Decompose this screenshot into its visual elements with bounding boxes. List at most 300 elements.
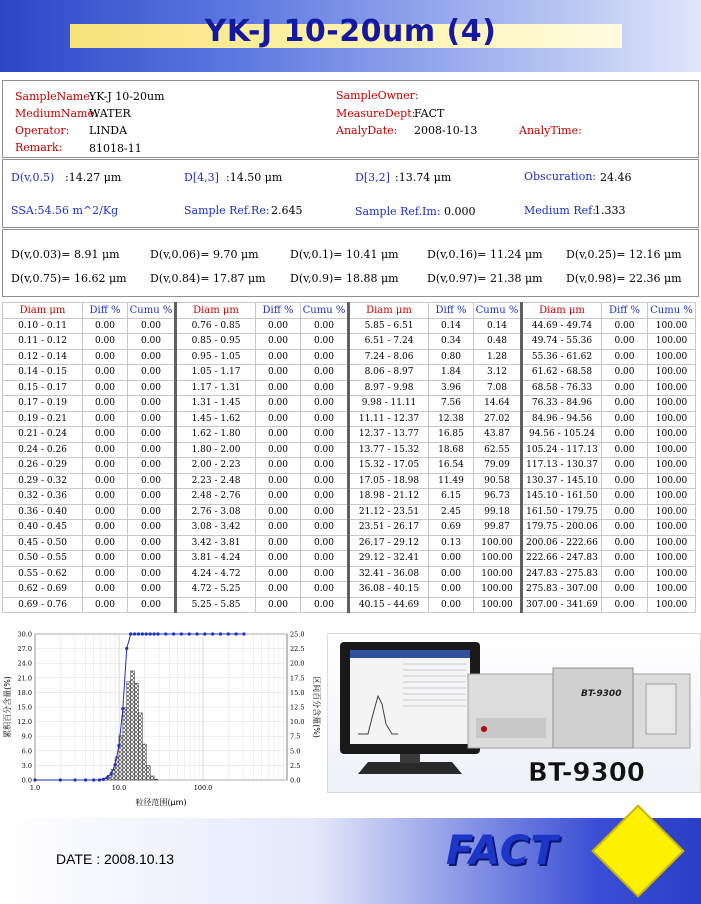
cumu-cell: 0.00 bbox=[301, 489, 349, 505]
cumu-cell: 0.00 bbox=[128, 411, 176, 427]
diff-cell: 0.00 bbox=[83, 458, 128, 474]
table-row bbox=[3, 458, 696, 474]
dvalue-d97: D(v,0.97)= 21.38 μm bbox=[427, 272, 543, 285]
header-cumu: Cumu % bbox=[301, 303, 349, 319]
header-diff: Diff % bbox=[429, 303, 474, 319]
table-row bbox=[3, 582, 696, 598]
diam-cell: 1.45 - 1.62 bbox=[176, 411, 256, 427]
diam-cell: 105.24 - 117.13 bbox=[522, 442, 602, 458]
diff-cell: 0.00 bbox=[256, 566, 301, 582]
cumu-cell: 0.00 bbox=[128, 597, 176, 613]
cumu-cell: 100.00 bbox=[648, 334, 696, 350]
diff-cell: 0.00 bbox=[83, 504, 128, 520]
cumulative-point bbox=[145, 632, 148, 635]
table-row bbox=[3, 597, 696, 613]
diam-cell: 8.06 - 8.97 bbox=[349, 365, 429, 381]
cumu-cell: 100.00 bbox=[648, 582, 696, 598]
dvalue-d16: D(v,0.16)= 11.24 μm bbox=[427, 248, 543, 261]
diam-cell: 40.15 - 44.69 bbox=[349, 597, 429, 613]
table-row bbox=[3, 473, 696, 489]
header-diam: Diam μm bbox=[176, 303, 256, 319]
diam-cell: 1.62 - 1.80 bbox=[176, 427, 256, 443]
diam-cell: 222.66 - 247.83 bbox=[522, 551, 602, 567]
cumu-cell: 90.58 bbox=[474, 473, 522, 489]
diam-cell: 307.00 - 341.69 bbox=[522, 597, 602, 613]
diff-cell: 0.69 bbox=[429, 520, 474, 536]
medium-name-value: WATER bbox=[89, 107, 131, 120]
y-left-tick-label: 18.0 bbox=[17, 688, 32, 697]
diff-cell: 0.00 bbox=[256, 535, 301, 551]
cumu-cell: 99.87 bbox=[474, 520, 522, 536]
diam-cell: 0.76 - 0.85 bbox=[176, 318, 256, 334]
y-right-tick-label: 25.0 bbox=[290, 630, 305, 639]
cumulative-point bbox=[121, 707, 124, 710]
diff-cell: 0.00 bbox=[83, 489, 128, 505]
table-row bbox=[3, 489, 696, 505]
cumulative-point bbox=[98, 778, 101, 781]
header-diam: Diam μm bbox=[3, 303, 83, 319]
cumu-cell: 0.00 bbox=[301, 520, 349, 536]
diam-cell: 2.76 - 3.08 bbox=[176, 504, 256, 520]
y-left-tick-label: 15.0 bbox=[17, 703, 32, 712]
cumulative-point bbox=[203, 632, 206, 635]
ref-im-value: 0.000 bbox=[444, 205, 476, 218]
cumu-cell: 100.00 bbox=[648, 442, 696, 458]
cumu-cell: 100.00 bbox=[648, 520, 696, 536]
header-diam: Diam μm bbox=[522, 303, 602, 319]
diff-cell: 0.00 bbox=[83, 520, 128, 536]
diam-cell: 0.36 - 0.40 bbox=[3, 504, 83, 520]
diff-cell: 0.00 bbox=[602, 380, 648, 396]
cumu-cell: 100.00 bbox=[648, 380, 696, 396]
remark-label: Remark: bbox=[15, 141, 63, 154]
cumulative-point bbox=[33, 778, 36, 781]
header-diff: Diff % bbox=[602, 303, 648, 319]
obscuration-value: 24.46 bbox=[600, 171, 632, 184]
diam-cell: 0.45 - 0.50 bbox=[3, 535, 83, 551]
ref-re-value: 2.645 bbox=[271, 204, 303, 217]
cumulative-point bbox=[137, 632, 140, 635]
cumulative-point bbox=[195, 632, 198, 635]
measure-dept-value: FACT bbox=[414, 107, 445, 120]
dvalues-box bbox=[2, 229, 699, 297]
diff-cell: 0.00 bbox=[256, 473, 301, 489]
diff-cell: 0.00 bbox=[602, 427, 648, 443]
diam-cell: 0.10 - 0.11 bbox=[3, 318, 83, 334]
diam-cell: 76.33 - 84.96 bbox=[522, 396, 602, 412]
cumulative-point bbox=[211, 632, 214, 635]
cumu-cell: 0.00 bbox=[128, 551, 176, 567]
diff-cell: 0.13 bbox=[429, 535, 474, 551]
cumu-cell: 100.00 bbox=[648, 396, 696, 412]
cumu-cell: 0.00 bbox=[128, 334, 176, 350]
cumu-cell: 0.00 bbox=[128, 427, 176, 443]
diff-cell: 6.15 bbox=[429, 489, 474, 505]
cumu-cell: 100.00 bbox=[474, 551, 522, 567]
diff-cell: 12.38 bbox=[429, 411, 474, 427]
cumu-cell: 100.00 bbox=[648, 318, 696, 334]
diam-cell: 130.37 - 145.10 bbox=[522, 473, 602, 489]
diam-cell: 44.69 - 49.74 bbox=[522, 318, 602, 334]
results-box bbox=[2, 159, 699, 228]
cumulative-point bbox=[73, 778, 76, 781]
table-row bbox=[3, 520, 696, 536]
diff-cell: 0.00 bbox=[256, 365, 301, 381]
y-right-axis-title: 区间百分含量(%) bbox=[312, 676, 321, 738]
cumulative-point bbox=[59, 778, 62, 781]
diff-cell: 0.00 bbox=[256, 349, 301, 365]
diff-cell: 0.00 bbox=[602, 334, 648, 350]
diam-cell: 0.55 - 0.62 bbox=[3, 566, 83, 582]
y-right-tick-label: 2.5 bbox=[290, 761, 301, 770]
diff-cell: 3.96 bbox=[429, 380, 474, 396]
diff-cell: 0.00 bbox=[429, 597, 474, 613]
header-diam: Diam μm bbox=[349, 303, 429, 319]
ref-re-label: Sample Ref.Re: bbox=[184, 204, 270, 217]
header-diff: Diff % bbox=[83, 303, 128, 319]
cumulative-point bbox=[117, 744, 120, 747]
dvalue-d10: D(v,0.1)= 10.41 μm bbox=[290, 248, 399, 261]
sample-info-box bbox=[2, 80, 699, 158]
diam-cell: 0.62 - 0.69 bbox=[3, 582, 83, 598]
monitor-stand bbox=[358, 762, 462, 774]
cumulative-point bbox=[235, 632, 238, 635]
diff-cell: 0.00 bbox=[602, 520, 648, 536]
operator-label: Operator: bbox=[15, 124, 70, 137]
histogram-bar bbox=[135, 683, 139, 780]
diam-cell: 0.95 - 1.05 bbox=[176, 349, 256, 365]
dvalue-d75: D(v,0.75)= 16.62 μm bbox=[11, 272, 127, 285]
dvalue-d06: D(v,0.06)= 9.70 μm bbox=[150, 248, 259, 261]
diff-cell: 0.00 bbox=[602, 597, 648, 613]
cumu-cell: 0.00 bbox=[128, 458, 176, 474]
y-left-tick-label: 6.0 bbox=[21, 747, 32, 756]
analy-date-label: AnalyDate: bbox=[336, 124, 398, 137]
cumu-cell: 96.73 bbox=[474, 489, 522, 505]
cumu-cell: 0.00 bbox=[128, 396, 176, 412]
cumu-cell: 100.00 bbox=[648, 458, 696, 474]
diff-cell: 0.00 bbox=[256, 396, 301, 412]
diam-cell: 61.62 - 68.58 bbox=[522, 365, 602, 381]
y-left-tick-label: 9.0 bbox=[21, 732, 32, 741]
cumu-cell: 100.00 bbox=[474, 535, 522, 551]
diff-cell: 0.00 bbox=[83, 442, 128, 458]
dvalue-d90: D(v,0.9)= 18.88 μm bbox=[290, 272, 399, 285]
cumu-cell: 100.00 bbox=[648, 349, 696, 365]
cumu-cell: 0.00 bbox=[301, 427, 349, 443]
diam-cell: 9.98 - 11.11 bbox=[349, 396, 429, 412]
table-row bbox=[3, 427, 696, 443]
cumu-cell: 0.00 bbox=[128, 566, 176, 582]
diff-cell: 0.00 bbox=[256, 442, 301, 458]
diam-cell: 2.48 - 2.76 bbox=[176, 489, 256, 505]
cumu-cell: 100.00 bbox=[648, 597, 696, 613]
y-left-tick-label: 30.0 bbox=[17, 630, 32, 639]
cumulative-point bbox=[180, 632, 183, 635]
diam-cell: 0.26 - 0.29 bbox=[3, 458, 83, 474]
diam-cell: 275.83 - 307.00 bbox=[522, 582, 602, 598]
diam-cell: 4.72 - 5.25 bbox=[176, 582, 256, 598]
histogram-bar bbox=[142, 744, 146, 780]
cumu-cell: 100.00 bbox=[474, 566, 522, 582]
operator-value: LINDA bbox=[89, 124, 128, 137]
diff-cell: 0.00 bbox=[83, 396, 128, 412]
histogram-bar bbox=[123, 708, 127, 780]
diff-cell: 0.00 bbox=[602, 458, 648, 474]
diff-cell: 0.00 bbox=[602, 551, 648, 567]
cumulative-point bbox=[242, 632, 245, 635]
obscuration-label: Obscuration: bbox=[524, 170, 597, 183]
y-left-tick-label: 3.0 bbox=[21, 761, 32, 770]
cumu-cell: 0.00 bbox=[128, 318, 176, 334]
cumu-cell: 99.18 bbox=[474, 504, 522, 520]
diff-cell: 0.00 bbox=[602, 411, 648, 427]
diam-cell: 94.56 - 105.24 bbox=[522, 427, 602, 443]
sample-name-value: YK-J 10-20um bbox=[89, 90, 165, 103]
cumu-cell: 100.00 bbox=[648, 535, 696, 551]
x-tick-label: 100.0 bbox=[193, 784, 213, 792]
header-diff: Diff % bbox=[256, 303, 301, 319]
diff-cell: 0.00 bbox=[256, 458, 301, 474]
histogram-bar bbox=[131, 671, 135, 780]
cumu-cell: 100.00 bbox=[648, 566, 696, 582]
table-body bbox=[3, 318, 696, 613]
cumu-cell: 0.14 bbox=[474, 318, 522, 334]
cumu-cell: 0.00 bbox=[301, 504, 349, 520]
cumu-cell: 100.00 bbox=[474, 582, 522, 598]
cumu-cell: 0.00 bbox=[301, 334, 349, 350]
cumulative-point bbox=[102, 778, 105, 781]
cumu-cell: 7.08 bbox=[474, 380, 522, 396]
measure-dept-label: MeasureDept: bbox=[336, 107, 416, 120]
diff-cell: 0.00 bbox=[256, 380, 301, 396]
cumu-cell: 0.00 bbox=[301, 411, 349, 427]
diff-cell: 0.00 bbox=[83, 427, 128, 443]
cumu-cell: 0.00 bbox=[128, 442, 176, 458]
diam-cell: 0.32 - 0.36 bbox=[3, 489, 83, 505]
header-cumu: Cumu % bbox=[128, 303, 176, 319]
diam-cell: 7.24 - 8.06 bbox=[349, 349, 429, 365]
cumu-cell: 100.00 bbox=[648, 411, 696, 427]
cumu-cell: 0.00 bbox=[301, 473, 349, 489]
diff-cell: 0.80 bbox=[429, 349, 474, 365]
cumu-cell: 0.00 bbox=[128, 520, 176, 536]
cumu-cell: 0.00 bbox=[128, 473, 176, 489]
instrument-module bbox=[553, 668, 633, 748]
cumu-cell: 0.00 bbox=[301, 318, 349, 334]
cumu-cell: 79.09 bbox=[474, 458, 522, 474]
diam-cell: 2.00 - 2.23 bbox=[176, 458, 256, 474]
diff-cell: 0.00 bbox=[83, 551, 128, 567]
cumu-cell: 100.00 bbox=[648, 365, 696, 381]
cumu-cell: 0.00 bbox=[301, 551, 349, 567]
model-label: BT-9300 bbox=[528, 758, 645, 788]
instrument-side-cell bbox=[646, 684, 676, 734]
cumulative-point bbox=[113, 763, 116, 766]
diam-cell: 1.80 - 2.00 bbox=[176, 442, 256, 458]
instrument-illustration bbox=[328, 634, 700, 792]
table-row bbox=[3, 318, 696, 334]
diam-cell: 6.51 - 7.24 bbox=[349, 334, 429, 350]
diff-cell: 0.00 bbox=[256, 334, 301, 350]
header-cumu: Cumu % bbox=[648, 303, 696, 319]
diff-cell: 0.00 bbox=[602, 566, 648, 582]
diff-cell: 0.00 bbox=[429, 551, 474, 567]
diam-cell: 17.05 - 18.98 bbox=[349, 473, 429, 489]
diam-cell: 3.42 - 3.81 bbox=[176, 535, 256, 551]
y-right-tick-label: 22.5 bbox=[290, 645, 305, 654]
report-title: YK-J 10-20um (4) bbox=[204, 14, 497, 49]
cumulative-point bbox=[125, 647, 128, 650]
diam-cell: 0.29 - 0.32 bbox=[3, 473, 83, 489]
cumulative-point bbox=[149, 632, 152, 635]
table-row bbox=[3, 504, 696, 520]
dvalue-d84: D(v,0.84)= 17.87 μm bbox=[150, 272, 266, 285]
cumulative-point bbox=[129, 632, 132, 635]
diff-cell: 0.00 bbox=[83, 473, 128, 489]
diam-cell: 23.51 - 26.17 bbox=[349, 520, 429, 536]
diff-cell: 2.45 bbox=[429, 504, 474, 520]
distribution-table bbox=[2, 302, 696, 613]
y-left-tick-label: 24.0 bbox=[17, 659, 32, 668]
diam-cell: 0.50 - 0.55 bbox=[3, 551, 83, 567]
cumulative-point bbox=[92, 778, 95, 781]
diff-cell: 0.00 bbox=[256, 582, 301, 598]
analy-time-label: AnalyTime: bbox=[519, 124, 582, 137]
dvalue-d03: D(v,0.03)= 8.91 μm bbox=[11, 248, 120, 261]
diam-cell: 200.06 - 222.66 bbox=[522, 535, 602, 551]
diam-cell: 0.21 - 0.24 bbox=[3, 427, 83, 443]
y-left-axis-title: 累积百分含量(%) bbox=[3, 676, 12, 738]
table-row bbox=[3, 411, 696, 427]
cumu-cell: 0.00 bbox=[301, 442, 349, 458]
diam-cell: 0.11 - 0.12 bbox=[3, 334, 83, 350]
diff-cell: 0.00 bbox=[602, 365, 648, 381]
diff-cell: 0.00 bbox=[83, 349, 128, 365]
cumu-cell: 0.00 bbox=[301, 582, 349, 598]
diff-cell: 0.00 bbox=[256, 551, 301, 567]
diam-cell: 0.17 - 0.19 bbox=[3, 396, 83, 412]
cumu-cell: 0.00 bbox=[301, 566, 349, 582]
diam-cell: 3.81 - 4.24 bbox=[176, 551, 256, 567]
diam-cell: 4.24 - 4.72 bbox=[176, 566, 256, 582]
y-left-tick-label: 0.0 bbox=[21, 776, 32, 785]
cumu-cell: 100.00 bbox=[648, 473, 696, 489]
histogram-bar bbox=[150, 776, 154, 780]
diam-cell: 247.83 - 275.83 bbox=[522, 566, 602, 582]
medium-name-label: MediumName: bbox=[15, 107, 98, 120]
cumu-cell: 0.00 bbox=[301, 365, 349, 381]
dvalue-d98: D(v,0.98)= 22.36 μm bbox=[566, 272, 682, 285]
diam-cell: 0.24 - 0.26 bbox=[3, 442, 83, 458]
cumu-cell: 0.00 bbox=[301, 349, 349, 365]
diam-cell: 1.17 - 1.31 bbox=[176, 380, 256, 396]
diam-cell: 32.41 - 36.08 bbox=[349, 566, 429, 582]
diff-cell: 0.00 bbox=[256, 597, 301, 613]
diff-cell: 0.00 bbox=[83, 597, 128, 613]
diam-cell: 5.85 - 6.51 bbox=[349, 318, 429, 334]
diam-cell: 84.96 - 94.56 bbox=[522, 411, 602, 427]
chart-grid bbox=[35, 634, 287, 780]
diam-cell: 161.50 - 179.75 bbox=[522, 504, 602, 520]
analy-date-value: 2008-10-13 bbox=[414, 124, 478, 137]
diam-cell: 2.23 - 2.48 bbox=[176, 473, 256, 489]
cumu-cell: 0.00 bbox=[128, 535, 176, 551]
monitor-neck bbox=[400, 754, 420, 763]
diff-cell: 0.34 bbox=[429, 334, 474, 350]
diam-cell: 13.77 - 15.32 bbox=[349, 442, 429, 458]
histogram-bar bbox=[154, 779, 158, 780]
diam-cell: 1.31 - 1.45 bbox=[176, 396, 256, 412]
cumu-cell: 27.02 bbox=[474, 411, 522, 427]
diam-cell: 179.75 - 200.06 bbox=[522, 520, 602, 536]
table-row bbox=[3, 349, 696, 365]
diam-cell: 12.37 - 13.77 bbox=[349, 427, 429, 443]
cumu-cell: 0.00 bbox=[128, 349, 176, 365]
y-right-tick-label: 15.0 bbox=[290, 688, 305, 697]
diff-cell: 0.00 bbox=[602, 349, 648, 365]
cumulative-point bbox=[219, 632, 222, 635]
y-left-tick-label: 27.0 bbox=[17, 645, 32, 654]
diff-cell: 0.00 bbox=[83, 535, 128, 551]
diam-cell: 49.74 - 55.36 bbox=[522, 334, 602, 350]
cumu-cell: 0.00 bbox=[301, 535, 349, 551]
medium-ref-label: Medium Ref: bbox=[524, 204, 596, 217]
fact-logo: FACT bbox=[446, 828, 559, 874]
diff-cell: 0.00 bbox=[256, 427, 301, 443]
d50-value: :14.27 μm bbox=[65, 171, 122, 184]
dvalue-d25: D(v,0.25)= 12.16 μm bbox=[566, 248, 682, 261]
cumulative-point bbox=[84, 778, 87, 781]
diff-cell: 0.14 bbox=[429, 318, 474, 334]
diam-cell: 18.98 - 21.12 bbox=[349, 489, 429, 505]
x-tick-label: 1.0 bbox=[29, 784, 41, 792]
diam-cell: 5.25 - 5.85 bbox=[176, 597, 256, 613]
diam-cell: 36.08 - 40.15 bbox=[349, 582, 429, 598]
d50-label: D(v,0.5) bbox=[11, 171, 55, 184]
monitor-titlebar bbox=[350, 650, 470, 658]
cumulative-point bbox=[164, 632, 167, 635]
product-photo bbox=[327, 633, 701, 793]
histogram-bar bbox=[138, 713, 142, 780]
diff-cell: 0.00 bbox=[256, 504, 301, 520]
remark-value: 81018-11 bbox=[89, 142, 142, 155]
histogram-bar bbox=[127, 682, 131, 780]
sample-name-label: SampleName: bbox=[15, 90, 94, 103]
cumu-cell: 0.00 bbox=[128, 489, 176, 505]
diam-cell: 0.14 - 0.15 bbox=[3, 365, 83, 381]
diff-cell: 11.49 bbox=[429, 473, 474, 489]
diff-cell: 0.00 bbox=[83, 411, 128, 427]
diff-cell: 0.00 bbox=[602, 442, 648, 458]
cumulative-point bbox=[141, 632, 144, 635]
diam-cell: 8.97 - 9.98 bbox=[349, 380, 429, 396]
y-left-tick-label: 12.0 bbox=[17, 718, 32, 727]
diff-cell: 1.84 bbox=[429, 365, 474, 381]
cumu-cell: 0.00 bbox=[301, 597, 349, 613]
d32-label: D[3,2] bbox=[355, 171, 390, 184]
diff-cell: 0.00 bbox=[83, 566, 128, 582]
cumu-cell: 100.00 bbox=[648, 504, 696, 520]
cumulative-point bbox=[152, 632, 155, 635]
y-right-tick-label: 12.5 bbox=[290, 703, 305, 712]
table-row bbox=[3, 535, 696, 551]
cumu-cell: 1.28 bbox=[474, 349, 522, 365]
ssa-label: SSA:54.56 m^2/Kg bbox=[11, 204, 119, 217]
diff-cell: 0.00 bbox=[602, 396, 648, 412]
diff-cell: 0.00 bbox=[429, 582, 474, 598]
header-cumu: Cumu % bbox=[474, 303, 522, 319]
